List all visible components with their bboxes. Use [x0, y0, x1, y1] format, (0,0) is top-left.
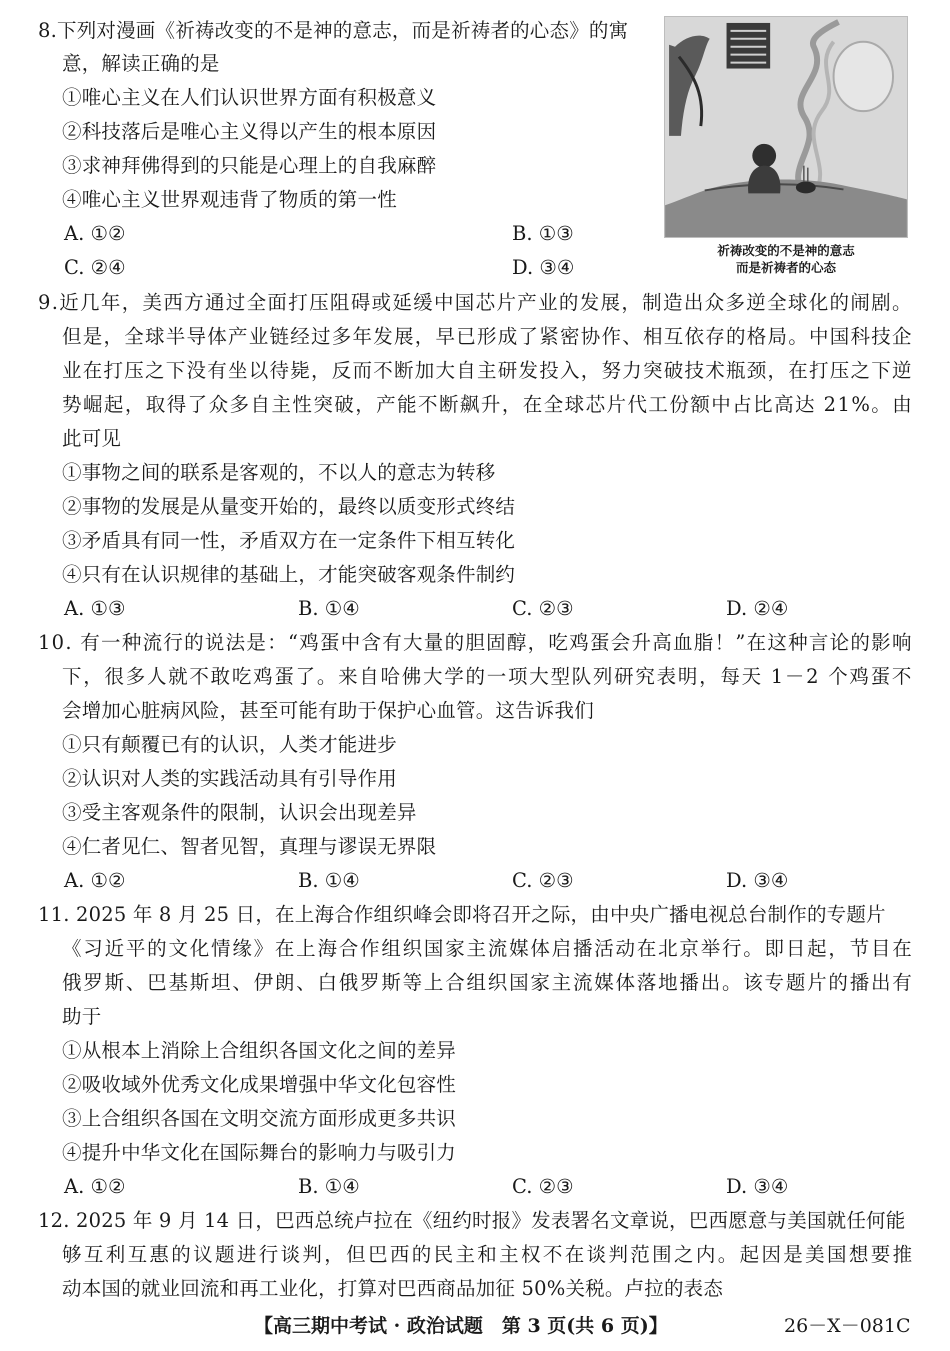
- q10-stem-line-1: 10. 有一种流行的说法是：“鸡蛋中含有大量的胆固醇，吃鸡蛋会升高血脂！”在这种言论的影响: [38, 631, 913, 654]
- q11-option-c: C. ②③: [512, 1175, 574, 1198]
- q8-option-c: C. ②④: [64, 256, 126, 279]
- q11-option-b: B. ①④: [298, 1175, 360, 1198]
- cartoon-figure: [664, 16, 908, 280]
- cartoon-caption-line-1: 祈祷改变的不是神的意志: [717, 243, 855, 258]
- q10-option-b: B. ①④: [298, 869, 360, 892]
- q9-statement-2: ②事物的发展是从量变开始的，最终以质变形式终结: [62, 495, 516, 518]
- q11-statement-2: ②吸收域外优秀文化成果增强中华文化包容性: [62, 1073, 457, 1096]
- q8-stem-line-2: 意，解读正确的是: [62, 52, 220, 75]
- cartoon-caption-line-2: 而是祈祷者的心态: [735, 260, 836, 275]
- q11-stem-line-1: 11. 2025 年 8 月 25 日，在上海合作组织峰会即将召开之际，由中央广播电视总台制作的专题片: [38, 903, 886, 926]
- q9-option-a: A. ①③: [64, 597, 126, 620]
- q9-statement-1: ①事物之间的联系是客观的，不以人的意志为转移: [62, 461, 496, 484]
- q11-statement-4: ④提升中华文化在国际舞台的影响力与吸引力: [62, 1141, 457, 1164]
- q11-statement-3: ③上合组织各国在文明交流方面形成更多共识: [62, 1107, 457, 1130]
- q8-statement-1: ①唯心主义在人们认识世界方面有积极意义: [62, 86, 437, 109]
- q9-stem-line-5: 此可见: [62, 427, 122, 450]
- q11-statement-1: ①从根本上消除上合组织各国文化之间的差异: [62, 1039, 457, 1062]
- q8-option-b: B. ①③: [512, 222, 574, 245]
- paper-code: 26－X－081C: [784, 1315, 911, 1337]
- q10-option-a: A. ①②: [64, 869, 126, 892]
- q9-stem-line-3: 业在打压之下没有坐以待毙，反而不断加大自主研发投入，努力突破技术瓶颈，在打压之下逆: [62, 359, 913, 382]
- q11-stem-line-2: 《习近平的文化情缘》在上海合作组织国家主流媒体启播活动在北京举行。即日起，节目在: [62, 937, 914, 960]
- q10-statement-3: ③受主客观条件的限制，认识会出现差异: [62, 801, 417, 824]
- q10-option-c: C. ②③: [512, 869, 574, 892]
- q9-statement-4: ④只有在认识规律的基础上，才能突破客观条件制约: [62, 563, 516, 586]
- q9-option-d: D. ②④: [726, 597, 789, 620]
- page-footer-title: 【高三期中考试 · 政治试题 第 3 页(共 6 页)】: [254, 1315, 668, 1337]
- q9-stem-line-1: 9.近几年，美西方通过全面打压阻碍或延缓中国芯片产业的发展，制造出众多逆全球化的闹剧。: [38, 291, 913, 314]
- q10-stem-line-3: 会增加心脏病风险，甚至可能有助于保护心血管。这告诉我们: [62, 699, 594, 722]
- cartoon-caption: [664, 242, 908, 276]
- q9-stem-line-4: 势崛起，取得了众多自主性突破，产能不断飙升，在全球芯片代工份额中占比高达 21%。由: [62, 393, 914, 416]
- q8-option-d: D. ③④: [512, 256, 575, 279]
- q8-statement-2: ②科技落后是唯心主义得以产生的根本原因: [62, 120, 437, 143]
- q10-statement-4: ④仁者见仁、智者见智，真理与谬误无界限: [62, 835, 437, 858]
- cartoon-image: [664, 16, 908, 238]
- q8-statement-4: ④唯心主义世界观违背了物质的第一性: [62, 188, 397, 211]
- q8-statement-3: ③求神拜佛得到的只能是心理上的自我麻醉: [62, 154, 437, 177]
- q12-stem-line-1: 12. 2025 年 9 月 14 日，巴西总统卢拉在《纽约时报》发表署名文章说，巴西愿意与美国就任何能: [38, 1209, 906, 1232]
- q9-option-b: B. ①④: [298, 597, 360, 620]
- q9-statement-3: ③矛盾具有同一性，矛盾双方在一定条件下相互转化: [62, 529, 516, 552]
- q12-stem-line-3: 动本国的就业回流和再工业化，打算对巴西商品加征 50%关税。卢拉的表态: [62, 1277, 724, 1300]
- q11-stem-line-4: 助于: [62, 1005, 102, 1028]
- q10-statement-2: ②认识对人类的实践活动具有引导作用: [62, 767, 397, 790]
- q10-statement-1: ①只有颠覆已有的认识，人类才能进步: [62, 733, 397, 756]
- q8-stem-line-1: 8.下列对漫画《祈祷改变的不是神的意志，而是祈祷者的心态》的寓: [38, 19, 629, 42]
- q11-option-a: A. ①②: [64, 1175, 126, 1198]
- q11-stem-line-3: 俄罗斯、巴基斯坦、伊朗、白俄罗斯等上合组织国家主流媒体落地播出。该专题片的播出有: [62, 971, 914, 994]
- q9-option-c: C. ②③: [512, 597, 574, 620]
- q9-stem-line-2: 但是，全球半导体产业链经过多年发展，早已形成了紧密协作、相互依存的格局。中国科技企: [62, 325, 913, 348]
- q10-stem-line-2: 下，很多人就不敢吃鸡蛋了。来自哈佛大学的一项大型队列研究表明，每天 1－2 个鸡蛋不: [62, 665, 914, 688]
- q10-option-d: D. ③④: [726, 869, 789, 892]
- q11-option-d: D. ③④: [726, 1175, 789, 1198]
- q8-option-a: A. ①②: [64, 222, 126, 245]
- q12-stem-line-2: 够互利互惠的议题进行谈判，但巴西的民主和主权不在谈判范围之内。起因是美国想要推: [62, 1243, 915, 1266]
